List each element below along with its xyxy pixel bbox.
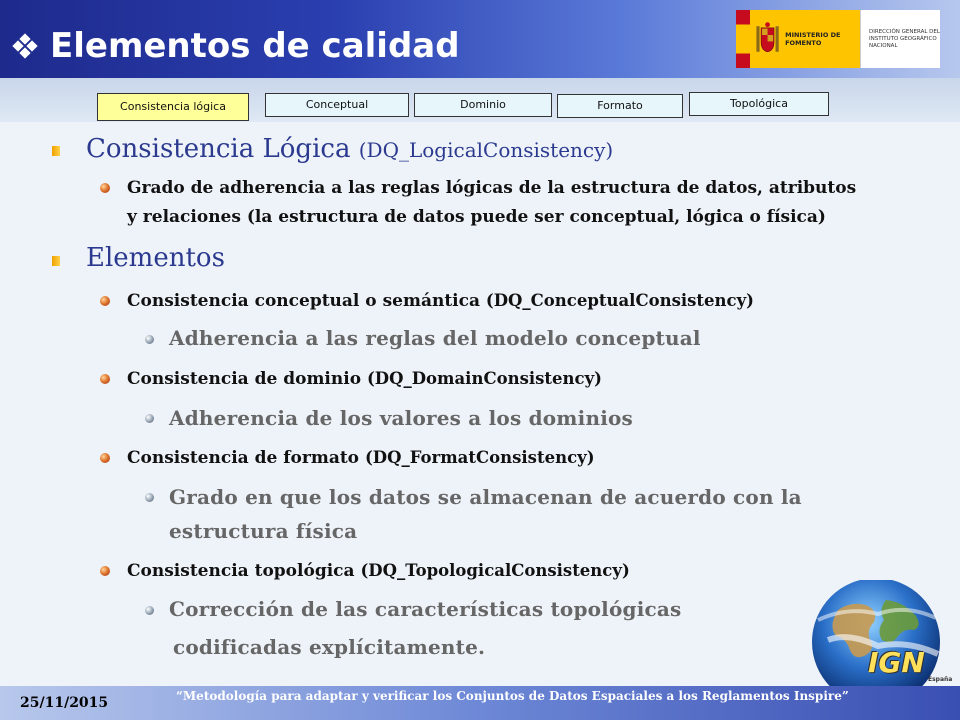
diamond-bullet-icon [14,35,36,57]
institute-name: DIRECCIÓN GENERAL DEL INSTITUTO GEOGRÁFICO NACIONAL [860,10,940,68]
square-bullet-icon [52,146,60,156]
ign-logo: IGN [868,646,925,679]
element-code: (DQ_TopologicalConsistency) [360,561,630,580]
element-code: (DQ_DomainConsistency) [366,369,602,388]
heading-code: (DQ_LogicalConsistency) [358,138,614,162]
ign-country: España [928,676,953,683]
spain-flag-icon [736,10,750,68]
element-domain-desc: Adherencia de los valores a los dominios [169,406,634,430]
round-bullet-icon [100,183,110,193]
element-format-desc-1: Grado en que los datos se almacenan de acuerdo con la [169,485,802,509]
coat-of-arms-icon [754,17,781,61]
round-bullet-icon [100,453,110,463]
element-format-desc-2: estructura física [169,519,358,543]
tab-topologica[interactable]: Topológica [689,92,829,116]
element-topological [127,557,630,585]
footer-quote: “Metodología para adaptar y verificar los Conjuntos de Datos Espaciales a los Reglamentos Inspire” [176,689,849,703]
element-title: Consistencia de formato [127,448,360,468]
element-topological-desc-1: Corrección de las características topológicas [169,597,682,621]
section-heading-elementos: Elementos [86,243,225,273]
element-title: Consistencia topológica [127,561,355,581]
small-bullet-icon [145,414,154,423]
small-bullet-icon [145,335,154,344]
element-format [127,444,595,472]
element-code: (DQ_FormatConsistency) [364,448,595,467]
element-title: Consistencia conceptual o semántica [127,291,480,311]
square-bullet-icon [52,256,60,266]
ministry-name: MINISTERIO DE FOMENTO [785,31,841,47]
element-conceptual-desc: Adherencia a las reglas del modelo conceptual [169,326,701,350]
tab-strip [0,78,960,122]
slide-title [14,26,460,66]
slide-header [0,0,960,78]
element-domain [127,365,602,393]
tab-dominio[interactable]: Dominio [414,93,552,117]
definition-line-1: Grado de adherencia a las reglas lógicas de la estructura de datos, atributos [127,178,857,198]
tab-consistencia-logica[interactable]: Consistencia lógica [97,93,249,121]
slide-title-text: Elementos de calidad [50,26,460,66]
round-bullet-icon [100,296,110,306]
tab-conceptual[interactable]: Conceptual [265,93,409,117]
tab-formato[interactable]: Formato [557,94,683,118]
element-code: (DQ_ConceptualConsistency) [485,291,754,310]
element-topological-desc-2: codificadas explícitamente. [173,635,486,659]
round-bullet-icon [100,374,110,384]
element-conceptual [127,287,754,315]
small-bullet-icon [145,606,154,615]
slide-footer [0,686,960,720]
definition-line-2: y relaciones (la estructura de datos puede ser conceptual, lógica o física) [127,207,826,227]
small-bullet-icon [145,493,154,502]
footer-date: 25/11/2015 [20,695,109,711]
element-title: Consistencia de dominio [127,369,362,389]
round-bullet-icon [100,566,110,576]
section-heading-logical [86,134,613,165]
heading-text: Consistencia Lógica [86,134,351,164]
ministry-logo [736,10,940,68]
